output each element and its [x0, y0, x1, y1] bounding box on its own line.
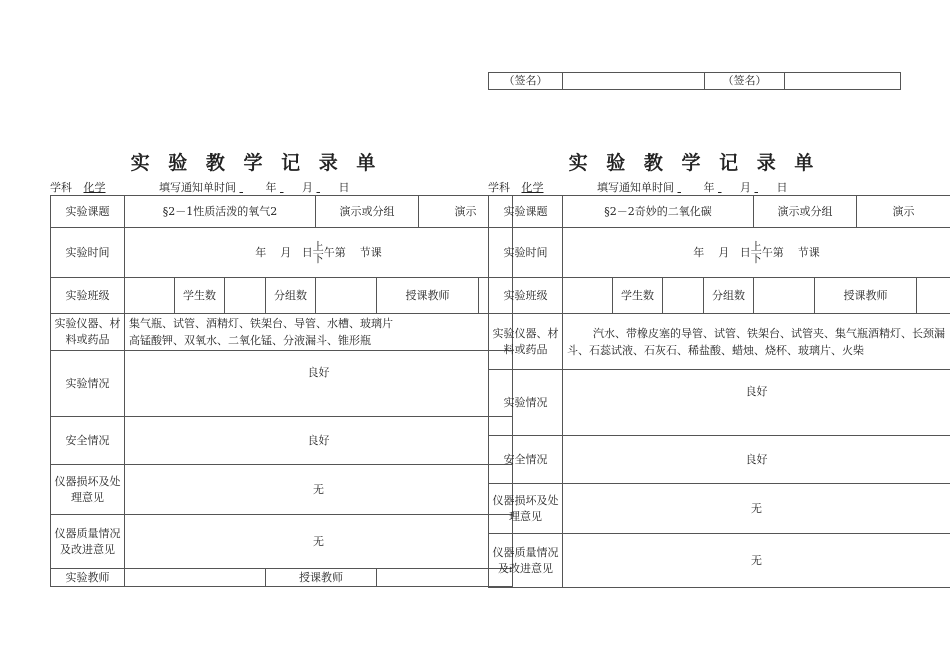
signature-field-2[interactable]: [785, 73, 901, 90]
left-time-value[interactable]: 年 月 日 上 下 午第 节课: [125, 228, 513, 278]
left-topic-value[interactable]: §2－1性质活泼的氧气2: [125, 196, 316, 228]
right-notice-day: 日: [776, 181, 788, 194]
right-record-table: [488, 195, 950, 588]
right-form-title: 实 验 教 学 记 录 单: [568, 152, 820, 174]
right-topic-value[interactable]: §2－2奇妙的二氧化碳: [563, 196, 754, 228]
left-quality-value[interactable]: 无: [125, 515, 513, 569]
left-damage-value[interactable]: 无: [125, 465, 513, 515]
right-class-value[interactable]: [563, 278, 613, 314]
left-situation-value[interactable]: 良好: [125, 351, 513, 417]
left-safety-value[interactable]: 良好: [125, 417, 513, 465]
left-mode-value[interactable]: 演示: [419, 196, 513, 228]
left-class-label: 实验班级: [51, 278, 125, 314]
left-damage-label: 仪器损坏及处理意见: [51, 465, 125, 515]
right-safety-value[interactable]: 良好: [563, 436, 950, 484]
left-topic-label: 实验课题: [51, 196, 125, 228]
signature-field-1[interactable]: [563, 73, 705, 90]
right-notice-label: 填写通知单时间: [597, 181, 674, 194]
right-mode-label: 演示或分组: [754, 196, 857, 228]
left-teach-teacher-label: 授课教师: [266, 569, 377, 587]
right-time-value[interactable]: 年 月 日 上 下 午第 节课: [563, 228, 950, 278]
right-situation-label: 实验情况: [489, 370, 563, 436]
left-record-table: [50, 195, 513, 587]
left-exp-teacher-value[interactable]: [125, 569, 266, 587]
right-notice-month: 月: [740, 181, 751, 194]
left-safety-label: 安全情况: [51, 417, 125, 465]
right-topic-label: 实验课题: [489, 196, 563, 228]
left-notice-year: 年: [265, 181, 277, 194]
right-safety-label: 安全情况: [489, 436, 563, 484]
right-groups-label: 分组数: [704, 278, 754, 314]
right-damage-value[interactable]: 无: [563, 484, 950, 534]
right-time-label: 实验时间: [489, 228, 563, 278]
left-students-label: 学生数: [175, 278, 225, 314]
right-notice-year: 年: [703, 181, 715, 194]
left-students-value[interactable]: [225, 278, 266, 314]
signature-label-1: （签名）: [489, 73, 563, 90]
left-materials-label: 实验仪器、材料或药品: [51, 314, 125, 351]
left-mode-label: 演示或分组: [316, 196, 419, 228]
left-time-label: 实验时间: [51, 228, 125, 278]
right-situation-value[interactable]: 良好: [563, 370, 950, 436]
right-teacher-label: 授课教师: [815, 278, 917, 314]
left-notice-day: 日: [338, 181, 350, 194]
left-subject-label: 学科: [50, 181, 72, 194]
right-quality-label: 仪器质量情况及改进意见: [489, 534, 563, 588]
left-groups-label: 分组数: [266, 278, 316, 314]
signature-bar: [488, 72, 901, 90]
right-materials-label: 实验仪器、材料或药品: [489, 314, 563, 370]
left-teacher-label: 授课教师: [377, 278, 479, 314]
left-situation-label: 实验情况: [51, 351, 125, 417]
right-materials-value[interactable]: 汽水、带橡皮塞的导管、试管、铁架台、试管夹、集气瓶酒精灯、长颈漏斗、石蕊试液、石灰石、稀盐酸、蜡烛、烧杯、玻璃片、火柴: [563, 314, 950, 370]
right-class-label: 实验班级: [489, 278, 563, 314]
right-students-value[interactable]: [663, 278, 704, 314]
left-class-value[interactable]: [125, 278, 175, 314]
right-subject-label: 学科: [488, 181, 510, 194]
right-subject-value: 化学: [521, 181, 544, 194]
left-notice-label: 填写通知单时间: [159, 181, 236, 194]
right-students-label: 学生数: [613, 278, 663, 314]
left-subject-line: [50, 179, 350, 195]
left-subject-value: 化学: [83, 181, 106, 194]
right-quality-value[interactable]: 无: [563, 534, 950, 588]
left-quality-label: 仪器质量情况及改进意见: [51, 515, 125, 569]
right-teacher-value[interactable]: [917, 278, 950, 314]
left-exp-teacher-label: 实验教师: [51, 569, 125, 587]
right-groups-value[interactable]: [754, 278, 815, 314]
left-groups-value[interactable]: [316, 278, 377, 314]
left-form-title: 实 验 教 学 记 录 单: [130, 152, 382, 174]
right-subject-line: [488, 179, 788, 195]
left-notice-month: 月: [302, 181, 313, 194]
signature-label-2: （签名）: [705, 73, 785, 90]
left-materials-value[interactable]: 集气瓶、试管、酒精灯、铁架台、导管、水槽、玻璃片 高锰酸钾、双氧水、二氧化锰、分液漏斗、锥形瓶: [125, 314, 513, 351]
right-mode-value[interactable]: 演示: [857, 196, 950, 228]
right-damage-label: 仪器损坏及处理意见: [489, 484, 563, 534]
